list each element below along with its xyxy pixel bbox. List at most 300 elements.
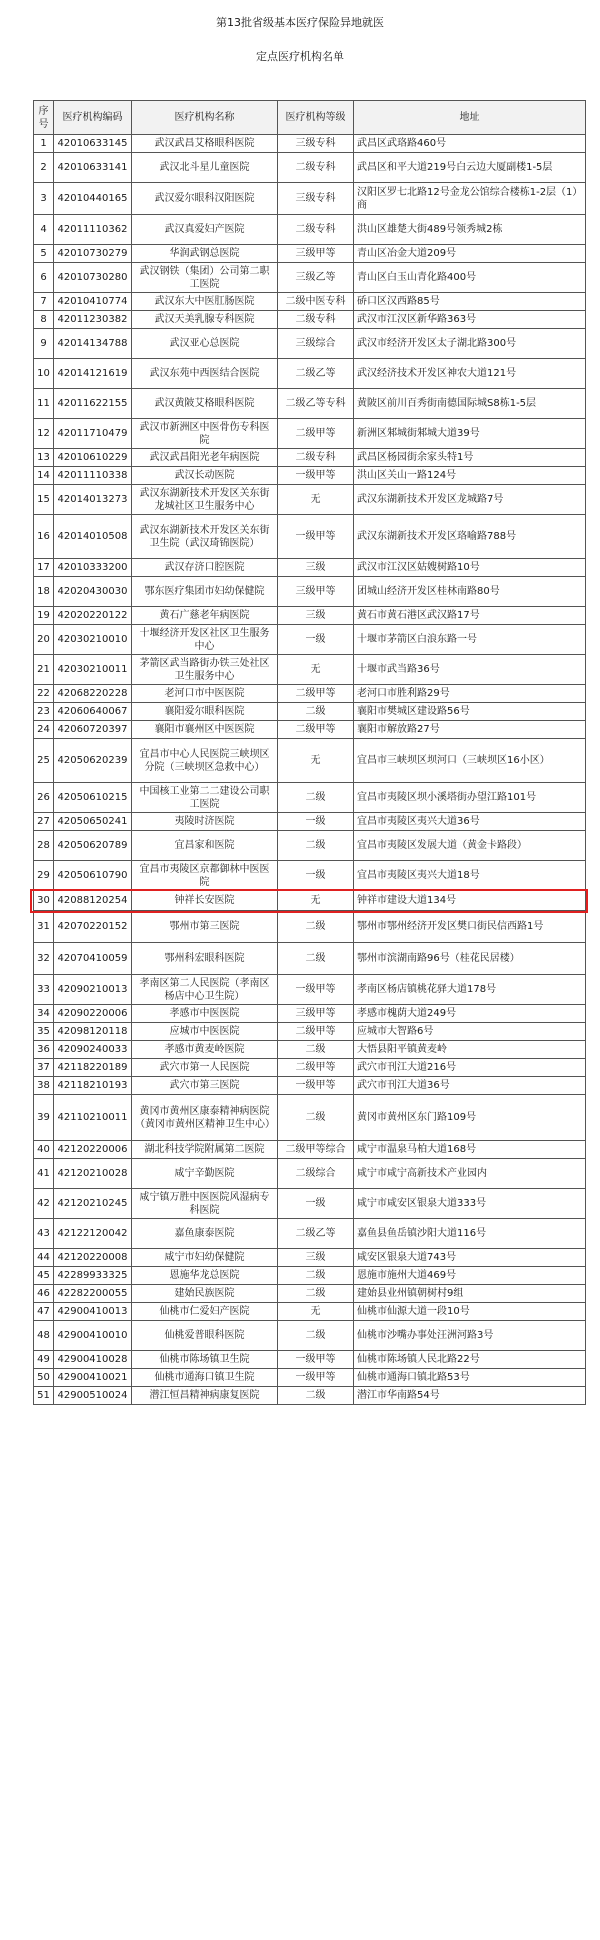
cell-seq: 42 [34,1189,54,1219]
cell-address: 宜昌市三峡坝区坝河口（三峡坝区16小区） [354,739,586,783]
table-row [34,1285,586,1303]
cell-level: 二级 [278,943,354,975]
cell-seq: 34 [34,1005,54,1023]
cell-level: 二级甲等 [278,419,354,449]
cell-level: 二级甲等综合 [278,1141,354,1159]
cell-seq: 30 [34,891,54,911]
table-row [34,245,586,263]
cell-name: 老河口市中医医院 [132,685,278,703]
cell-code: 42900410028 [54,1351,132,1369]
cell-code: 42050620239 [54,739,132,783]
table-row [34,783,586,813]
cell-name: 武汉东苑中西医结合医院 [132,359,278,389]
cell-code: 42060720397 [54,721,132,739]
cell-name: 武汉北斗星儿童医院 [132,153,278,183]
cell-address: 硚口区汉西路85号 [354,293,586,311]
cell-seq: 21 [34,655,54,685]
cell-address: 宜昌市夷陵区夷兴大道36号 [354,813,586,831]
cell-name: 武汉爱尔眼科汉阳医院 [132,183,278,215]
cell-level: 二级乙等专科 [278,389,354,419]
cell-level: 二级甲等 [278,721,354,739]
cell-level: 三级 [278,607,354,625]
cell-seq: 40 [34,1141,54,1159]
cell-code: 42011710479 [54,419,132,449]
cell-seq: 25 [34,739,54,783]
cell-address: 武汉市江汉区姑嫂树路10号 [354,559,586,577]
cell-name: 武汉黄陂艾格眼科医院 [132,389,278,419]
cell-level: 一级甲等 [278,467,354,485]
cell-code: 42122120042 [54,1219,132,1249]
cell-name: 黄冈市黄州区康泰精神病医院（黄冈市黄州区精神卫生中心） [132,1095,278,1141]
cell-name: 武汉钢铁（集团）公司第二职工医院 [132,263,278,293]
cell-address: 仙桃市沙嘴办事处汪洲河路3号 [354,1321,586,1351]
cell-code: 42030210011 [54,655,132,685]
cell-code: 42090220006 [54,1005,132,1023]
cell-level: 三级 [278,1249,354,1267]
cell-level: 二级甲等 [278,685,354,703]
cell-code: 42110210011 [54,1095,132,1141]
cell-code: 42120220008 [54,1249,132,1267]
cell-seq: 29 [34,861,54,891]
cell-address: 汉阳区罗七北路12号金龙公馆综合楼栋1-2层（1）商 [354,183,586,215]
table-row [34,1351,586,1369]
table-row [34,389,586,419]
cell-name: 鄂州科宏眼科医院 [132,943,278,975]
cell-code: 42010633145 [54,135,132,153]
cell-code: 42090240033 [54,1041,132,1059]
cell-name: 潜江恒昌精神病康复医院 [132,1387,278,1405]
cell-name: 应城市中医医院 [132,1023,278,1041]
cell-code: 42011230382 [54,311,132,329]
cell-address: 武穴市刊江大道36号 [354,1077,586,1095]
table-row [34,1041,586,1059]
cell-name: 嘉鱼康泰医院 [132,1219,278,1249]
table-row [34,485,586,515]
cell-name: 建始民族医院 [132,1285,278,1303]
cell-level: 二级专科 [278,311,354,329]
cell-code: 42030210010 [54,625,132,655]
cell-code: 42010730279 [54,245,132,263]
cell-code: 42120210028 [54,1159,132,1189]
cell-code: 42010333200 [54,559,132,577]
cell-seq: 17 [34,559,54,577]
cell-seq: 24 [34,721,54,739]
cell-level: 二级甲等 [278,1023,354,1041]
cell-address: 洪山区雄楚大街489号领秀城2栋 [354,215,586,245]
table-row [34,1005,586,1023]
cell-code: 42010410774 [54,293,132,311]
cell-address: 宜昌市夷陵区夷兴大道18号 [354,861,586,891]
cell-code: 42050610790 [54,861,132,891]
cell-code: 42120220006 [54,1141,132,1159]
cell-level: 二级 [278,1321,354,1351]
cell-code: 42050650241 [54,813,132,831]
table-row [34,577,586,607]
table-row [34,831,586,861]
institution-table [33,100,586,1405]
cell-level: 二级 [278,911,354,943]
cell-level: 无 [278,485,354,515]
table-row [34,1059,586,1077]
cell-level: 三级乙等 [278,263,354,293]
cell-seq: 43 [34,1219,54,1249]
cell-address: 仙桃市仙源大道一段10号 [354,1303,586,1321]
table-row [34,1159,586,1189]
table-body [34,135,586,1405]
cell-code: 42900410021 [54,1369,132,1387]
cell-address: 武汉市江汉区新华路363号 [354,311,586,329]
cell-name: 襄阳爱尔眼科医院 [132,703,278,721]
cell-level: 三级甲等 [278,577,354,607]
cell-seq: 51 [34,1387,54,1405]
cell-seq: 47 [34,1303,54,1321]
table-row [34,1189,586,1219]
cell-level: 二级甲等 [278,1059,354,1077]
cell-name: 宜昌市中心人民医院三峡坝区分院（三峡坝区急救中心） [132,739,278,783]
cell-code: 42014121619 [54,359,132,389]
cell-seq: 28 [34,831,54,861]
table-row [34,263,586,293]
cell-level: 一级 [278,813,354,831]
cell-address: 仙桃市通海口镇北路53号 [354,1369,586,1387]
table-row [34,311,586,329]
table-row [34,449,586,467]
table-row [34,359,586,389]
cell-code: 42020430030 [54,577,132,607]
cell-code: 42118210193 [54,1077,132,1095]
cell-level: 一级甲等 [278,515,354,559]
cell-level: 二级乙等 [278,1219,354,1249]
cell-seq: 18 [34,577,54,607]
cell-code: 42118220189 [54,1059,132,1077]
cell-seq: 46 [34,1285,54,1303]
header-level: 医疗机构等级 [278,101,354,135]
cell-seq: 16 [34,515,54,559]
cell-address: 武穴市刊江大道216号 [354,1059,586,1077]
cell-seq: 22 [34,685,54,703]
table-row [34,515,586,559]
cell-name: 武穴市第一人民医院 [132,1059,278,1077]
cell-code: 42010440165 [54,183,132,215]
cell-address: 钟祥市建设大道134号 [354,891,586,911]
cell-address: 鄂州市鄂州经济开发区樊口街民信西路1号 [354,911,586,943]
cell-seq: 3 [34,183,54,215]
cell-address: 咸安区银泉大道743号 [354,1249,586,1267]
header-seq: 序号 [34,101,54,135]
cell-name: 咸宁辛勤医院 [132,1159,278,1189]
cell-name: 孝感市黄麦岭医院 [132,1041,278,1059]
table-header-row [34,101,586,135]
cell-seq: 8 [34,311,54,329]
cell-name: 夷陵时济医院 [132,813,278,831]
cell-code: 42088120254 [54,891,132,911]
cell-name: 襄阳市襄州区中医医院 [132,721,278,739]
cell-seq: 23 [34,703,54,721]
cell-address: 建始县业州镇朝树村9组 [354,1285,586,1303]
cell-seq: 27 [34,813,54,831]
cell-seq: 13 [34,449,54,467]
cell-address: 恩施市施州大道469号 [354,1267,586,1285]
cell-name: 武穴市第三医院 [132,1077,278,1095]
cell-level: 一级甲等 [278,1077,354,1095]
cell-address: 青山区冶金大道209号 [354,245,586,263]
cell-address: 黄冈市黄州区东门路109号 [354,1095,586,1141]
cell-code: 42900410010 [54,1321,132,1351]
cell-address: 武昌区杨园街余家头特1号 [354,449,586,467]
cell-address: 宜昌市夷陵区发展大道（黄金卡路段） [354,831,586,861]
cell-seq: 4 [34,215,54,245]
cell-name: 宜昌家和医院 [132,831,278,861]
cell-address: 老河口市胜利路29号 [354,685,586,703]
cell-seq: 5 [34,245,54,263]
cell-address: 咸宁市温泉马柏大道168号 [354,1141,586,1159]
cell-seq: 45 [34,1267,54,1285]
cell-seq: 7 [34,293,54,311]
table-row [34,215,586,245]
cell-name: 武汉武昌艾格眼科医院 [132,135,278,153]
cell-address: 武汉东湖新技术开发区龙城路7号 [354,485,586,515]
cell-seq: 44 [34,1249,54,1267]
cell-name: 恩施华龙总医院 [132,1267,278,1285]
cell-code: 42282200055 [54,1285,132,1303]
cell-level: 一级甲等 [278,1351,354,1369]
table-row [34,1095,586,1141]
cell-level: 无 [278,739,354,783]
cell-level: 三级综合 [278,329,354,359]
cell-name: 武汉天美乳腺专科医院 [132,311,278,329]
cell-level: 无 [278,1303,354,1321]
table-row [34,891,586,911]
cell-address: 十堰市武当路36号 [354,655,586,685]
cell-level: 一级甲等 [278,975,354,1005]
cell-seq: 38 [34,1077,54,1095]
cell-level: 二级 [278,1095,354,1141]
cell-code: 42014010508 [54,515,132,559]
cell-address: 襄阳市解放路27号 [354,721,586,739]
cell-code: 42014013273 [54,485,132,515]
cell-code: 42060640067 [54,703,132,721]
cell-seq: 2 [34,153,54,183]
cell-level: 三级 [278,559,354,577]
cell-level: 三级专科 [278,135,354,153]
cell-code: 42900410013 [54,1303,132,1321]
cell-address: 孝南区杨店镇桃花驿大道178号 [354,975,586,1005]
document-subtitle: 定点医疗机构名单 [256,50,344,63]
cell-level: 三级甲等 [278,245,354,263]
cell-seq: 14 [34,467,54,485]
table-row [34,1141,586,1159]
cell-code: 42011622155 [54,389,132,419]
cell-name: 孝感市中医医院 [132,1005,278,1023]
header-address: 地址 [354,101,586,135]
cell-name: 武汉存济口腔医院 [132,559,278,577]
cell-level: 二级乙等 [278,359,354,389]
table-row [34,703,586,721]
cell-seq: 37 [34,1059,54,1077]
cell-level: 二级中医专科 [278,293,354,311]
cell-address: 武昌区武珞路460号 [354,135,586,153]
cell-code: 42050610215 [54,783,132,813]
cell-name: 咸宁市妇幼保健院 [132,1249,278,1267]
cell-name: 仙桃市通海口镇卫生院 [132,1369,278,1387]
cell-code: 42010610229 [54,449,132,467]
table-row [34,943,586,975]
cell-address: 青山区白玉山青化路400号 [354,263,586,293]
cell-code: 42070410059 [54,943,132,975]
cell-address: 团城山经济开发区桂林南路80号 [354,577,586,607]
cell-seq: 31 [34,911,54,943]
cell-code: 42020220122 [54,607,132,625]
cell-seq: 19 [34,607,54,625]
cell-address: 鄂州市滨湖南路96号（桂花民居楼） [354,943,586,975]
cell-level: 二级 [278,703,354,721]
cell-code: 42068220228 [54,685,132,703]
cell-seq: 35 [34,1023,54,1041]
cell-name: 宜昌市夷陵区京都御林中医医院 [132,861,278,891]
cell-seq: 33 [34,975,54,1005]
cell-name: 武汉东大中医肛肠医院 [132,293,278,311]
cell-address: 仙桃市陈场镇人民北路22号 [354,1351,586,1369]
cell-level: 二级 [278,783,354,813]
table-row [34,419,586,449]
cell-seq: 11 [34,389,54,419]
cell-address: 十堰市茅箭区白浪东路一号 [354,625,586,655]
table-row [34,293,586,311]
cell-name: 仙桃市仁爱妇产医院 [132,1303,278,1321]
cell-level: 二级 [278,1285,354,1303]
table-row [34,813,586,831]
document-title: 第13批省级基本医疗保险异地就医 [216,16,384,29]
cell-level: 二级 [278,1041,354,1059]
cell-code: 42120210245 [54,1189,132,1219]
cell-seq: 1 [34,135,54,153]
table-row [34,1267,586,1285]
table-row [34,1077,586,1095]
cell-address: 武汉东湖新技术开发区珞喻路788号 [354,515,586,559]
cell-name: 仙桃市陈场镇卫生院 [132,1351,278,1369]
cell-code: 42050620789 [54,831,132,861]
table-row [34,1369,586,1387]
cell-code: 42289933325 [54,1267,132,1285]
cell-name: 钟祥长安医院 [132,891,278,911]
cell-code: 42090210013 [54,975,132,1005]
table-row [34,685,586,703]
cell-name: 武汉长动医院 [132,467,278,485]
cell-code: 42011110338 [54,467,132,485]
cell-address: 宜昌市夷陵区坝小溪塔街办望江路101号 [354,783,586,813]
table-row [34,1249,586,1267]
cell-level: 二级专科 [278,153,354,183]
cell-code: 42011110362 [54,215,132,245]
cell-name: 中国核工业第二二建设公司职工医院 [132,783,278,813]
cell-level: 一级 [278,861,354,891]
cell-name: 孝南区第二人民医院（孝南区杨店中心卫生院） [132,975,278,1005]
cell-address: 黄石市黄石港区武汉路17号 [354,607,586,625]
cell-level: 二级 [278,831,354,861]
cell-level: 一级 [278,1189,354,1219]
table-row [34,1219,586,1249]
table-row [34,153,586,183]
table-row [34,975,586,1005]
cell-level: 一级 [278,625,354,655]
cell-seq: 9 [34,329,54,359]
cell-name: 黄石广慈老年病医院 [132,607,278,625]
table-row [34,607,586,625]
cell-name: 十堰经济开发区社区卫生服务中心 [132,625,278,655]
cell-name: 武汉东湖新技术开发区关东街卫生院（武汉琦锦医院） [132,515,278,559]
table-row [34,625,586,655]
cell-seq: 36 [34,1041,54,1059]
cell-address: 潜江市华南路54号 [354,1387,586,1405]
cell-name: 仙桃爱普眼科医院 [132,1321,278,1351]
cell-name: 鄂州市第三医院 [132,911,278,943]
table-row [34,559,586,577]
cell-seq: 26 [34,783,54,813]
cell-address: 新洲区邾城街邾城大道39号 [354,419,586,449]
table-row [34,467,586,485]
cell-name: 武汉亚心总医院 [132,329,278,359]
cell-name: 武汉东湖新技术开发区关东街龙城社区卫生服务中心 [132,485,278,515]
cell-seq: 20 [34,625,54,655]
cell-address: 洪山区关山一路124号 [354,467,586,485]
table-row [34,739,586,783]
cell-name: 茅箭区武当路街办铁三处社区卫生服务中心 [132,655,278,685]
cell-address: 襄阳市樊城区建设路56号 [354,703,586,721]
cell-address: 孝感市槐荫大道249号 [354,1005,586,1023]
table-row [34,183,586,215]
cell-name: 武汉真爱妇产医院 [132,215,278,245]
cell-seq: 49 [34,1351,54,1369]
cell-address: 黄陂区前川百秀街南德国际城S8栋1-5层 [354,389,586,419]
cell-code: 42070220152 [54,911,132,943]
cell-code: 42010633141 [54,153,132,183]
cell-level: 二级 [278,1387,354,1405]
header-code: 医疗机构编码 [54,101,132,135]
table-row [34,135,586,153]
cell-name: 鄂东医疗集团市妇幼保健院 [132,577,278,607]
table-row [34,1387,586,1405]
cell-address: 咸宁市咸安区银泉大道333号 [354,1189,586,1219]
cell-level: 无 [278,891,354,911]
cell-seq: 41 [34,1159,54,1189]
cell-address: 嘉鱼县鱼岳镇沙阳大道116号 [354,1219,586,1249]
table-row [34,655,586,685]
cell-address: 应城市大智路6号 [354,1023,586,1041]
cell-seq: 6 [34,263,54,293]
cell-code: 42900510024 [54,1387,132,1405]
header-name: 医疗机构名称 [132,101,278,135]
table-row [34,1303,586,1321]
cell-name: 咸宁镇万胜中医医院风湿病专科医院 [132,1189,278,1219]
cell-level: 二级 [278,1267,354,1285]
cell-seq: 39 [34,1095,54,1141]
cell-name: 武汉市新洲区中医骨伤专科医院 [132,419,278,449]
cell-code: 42010730280 [54,263,132,293]
cell-level: 无 [278,655,354,685]
cell-seq: 12 [34,419,54,449]
cell-seq: 10 [34,359,54,389]
cell-name: 华润武钢总医院 [132,245,278,263]
cell-level: 二级专科 [278,449,354,467]
table-row [34,329,586,359]
cell-level: 二级综合 [278,1159,354,1189]
cell-level: 三级专科 [278,183,354,215]
cell-address: 武汉市经济开发区太子湖北路300号 [354,329,586,359]
cell-seq: 50 [34,1369,54,1387]
cell-name: 武汉武昌阳光老年病医院 [132,449,278,467]
table-row [34,911,586,943]
cell-level: 三级甲等 [278,1005,354,1023]
